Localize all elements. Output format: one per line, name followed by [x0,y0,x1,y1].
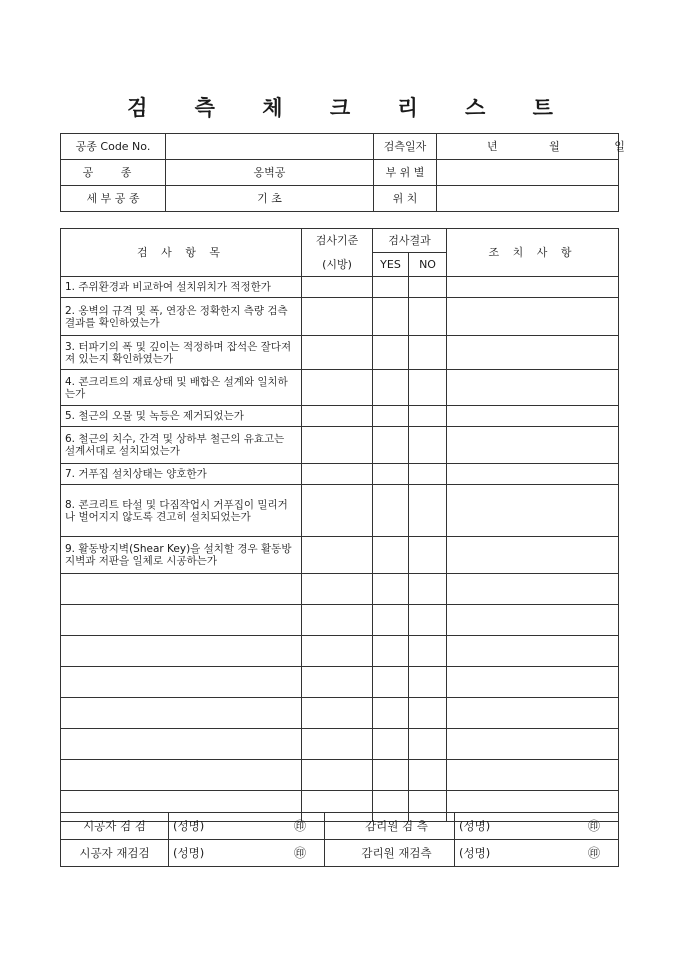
contractor-check-sign[interactable] [169,813,325,840]
header-no: NO [409,253,447,277]
check-item-8: 8. 콘크리트 타설 및 다짐작업시 거푸집이 밀리거나 벌어지지 않도록 견고히 설치되었는가 [61,485,302,537]
header-standard: 검사기준 [302,229,373,253]
yes-cell[interactable] [373,370,409,406]
checklist-table [60,228,619,822]
header-item: 검 사 항 목 [61,229,302,277]
standard-cell[interactable] [302,605,373,636]
action-cell[interactable] [447,406,619,427]
item-cell[interactable] [61,667,302,698]
standard-cell[interactable] [302,277,373,298]
item-cell[interactable] [61,636,302,667]
location-label: 위 치 [374,186,437,212]
action-cell[interactable] [447,636,619,667]
location-value-cell[interactable] [437,186,619,212]
standard-cell[interactable] [302,298,373,336]
no-cell[interactable] [409,605,447,636]
yes-cell[interactable] [373,667,409,698]
standard-cell[interactable] [302,427,373,464]
supervisor-recheck-sign[interactable] [455,840,619,867]
item-cell[interactable] [61,698,302,729]
detail-value: 기 초 [166,186,374,212]
page-title: 검 측 체 크 리 스 트 [127,95,573,120]
action-cell[interactable] [447,667,619,698]
seal-icon: ㊞ [587,845,600,860]
work-value: 옹벽공 [166,160,374,186]
no-cell[interactable] [409,370,447,406]
supervisor-check-label: 감리원 검 측 [325,813,455,840]
yes-cell[interactable] [373,605,409,636]
code-value-cell[interactable] [166,134,374,160]
empty-row [61,729,619,760]
sign-placeholder: (성명) [459,845,491,860]
check-item-3: 3. 터파기의 폭 및 깊이는 적정하며 잡석은 잘다져져 있는지 확인하였는가 [61,336,302,370]
date-value-cell[interactable] [437,134,625,160]
no-cell[interactable] [409,336,447,370]
work-label: 공 종 [61,160,166,186]
check-item-6: 6. 철근의 치수, 간격 및 상하부 철근의 유효고는 설계서대로 설치되었는가 [61,427,302,464]
no-cell[interactable] [409,277,447,298]
standard-cell[interactable] [302,537,373,574]
seal-icon: ㊞ [293,845,306,860]
no-cell[interactable] [409,464,447,485]
no-cell[interactable] [409,537,447,574]
empty-row [61,605,619,636]
date-year-label: 년 [487,140,498,153]
date-month-label: 월 [549,140,560,153]
no-cell[interactable] [409,729,447,760]
sign-placeholder: (성명) [459,818,491,833]
contractor-recheck-sign[interactable] [169,840,325,867]
contractor-check-label: 시공자 검 검 [61,813,169,840]
item-cell[interactable] [61,574,302,605]
part-value-cell[interactable] [437,160,619,186]
yes-cell[interactable] [373,698,409,729]
no-cell[interactable] [409,298,447,336]
action-cell[interactable] [447,485,619,537]
no-cell[interactable] [409,698,447,729]
action-cell[interactable] [447,760,619,791]
code-label: 공종 Code No. [61,134,166,160]
no-cell[interactable] [409,760,447,791]
seal-icon: ㊞ [293,818,306,833]
yes-cell[interactable] [373,298,409,336]
action-cell[interactable] [447,605,619,636]
yes-cell[interactable] [373,427,409,464]
yes-cell[interactable] [373,406,409,427]
yes-cell[interactable] [373,336,409,370]
standard-cell[interactable] [302,370,373,406]
no-cell[interactable] [409,636,447,667]
check-item-9: 9. 활동방지벽(Shear Key)을 설치할 경우 활동방지벽과 저판을 일체로 시공하는가 [61,537,302,574]
yes-cell[interactable] [373,729,409,760]
action-cell[interactable] [447,574,619,605]
item-cell[interactable] [61,760,302,791]
no-cell[interactable] [409,667,447,698]
signature-table [60,812,619,867]
standard-cell[interactable] [302,336,373,370]
standard-cell[interactable] [302,729,373,760]
supervisor-recheck-label: 감리원 재검측 [325,840,455,867]
yes-cell[interactable] [373,760,409,791]
check-item-1: 1. 주위환경과 비교하여 설치위치가 적정한가 [61,277,302,298]
date-day-label: 일 [614,140,625,153]
empty-row [61,667,619,698]
standard-cell[interactable] [302,667,373,698]
check-item-5: 5. 철근의 오물 및 녹등은 제거되었는가 [61,406,302,427]
empty-row [61,574,619,605]
action-cell[interactable] [447,277,619,298]
yes-cell[interactable] [373,574,409,605]
action-cell[interactable] [447,370,619,406]
contractor-recheck-label: 시공자 재검검 [61,840,169,867]
supervisor-check-sign[interactable] [455,813,619,840]
header-result: 검사결과 [373,229,447,253]
no-cell[interactable] [409,406,447,427]
check-item-7: 7. 거푸집 설치상태는 양호한가 [61,464,302,485]
detail-label: 세 부 공 종 [61,186,166,212]
check-item-2: 2. 옹벽의 규격 및 폭, 연장은 정확한지 측량 검측 결과를 확인하였는가 [61,298,302,336]
check-item-4: 4. 콘크리트의 재료상태 및 배합은 설계와 일치하는가 [61,370,302,406]
header-action: 조 치 사 항 [447,229,619,277]
standard-cell[interactable] [302,406,373,427]
sign-placeholder: (성명) [173,845,205,860]
action-cell[interactable] [447,537,619,574]
yes-cell[interactable] [373,537,409,574]
seal-icon: ㊞ [587,818,600,833]
action-cell[interactable] [447,298,619,336]
empty-row [61,760,619,791]
header-yes: YES [373,253,409,277]
empty-row [61,698,619,729]
no-cell[interactable] [409,427,447,464]
standard-cell[interactable] [302,464,373,485]
action-cell[interactable] [447,698,619,729]
action-cell[interactable] [447,336,619,370]
action-cell[interactable] [447,427,619,464]
standard-cell[interactable] [302,574,373,605]
empty-row [61,636,619,667]
date-label: 검측일자 [374,134,437,160]
yes-cell[interactable] [373,277,409,298]
yes-cell[interactable] [373,636,409,667]
header-standard-sub: (시방) [302,253,373,277]
standard-cell[interactable] [302,636,373,667]
standard-cell[interactable] [302,698,373,729]
action-cell[interactable] [447,464,619,485]
no-cell[interactable] [409,485,447,537]
yes-cell[interactable] [373,464,409,485]
action-cell[interactable] [447,729,619,760]
standard-cell[interactable] [302,485,373,537]
no-cell[interactable] [409,574,447,605]
item-cell[interactable] [61,729,302,760]
yes-cell[interactable] [373,485,409,537]
sign-placeholder: (성명) [173,818,205,833]
item-cell[interactable] [61,605,302,636]
info-table [60,133,625,212]
standard-cell[interactable] [302,760,373,791]
part-label: 부 위 별 [374,160,437,186]
